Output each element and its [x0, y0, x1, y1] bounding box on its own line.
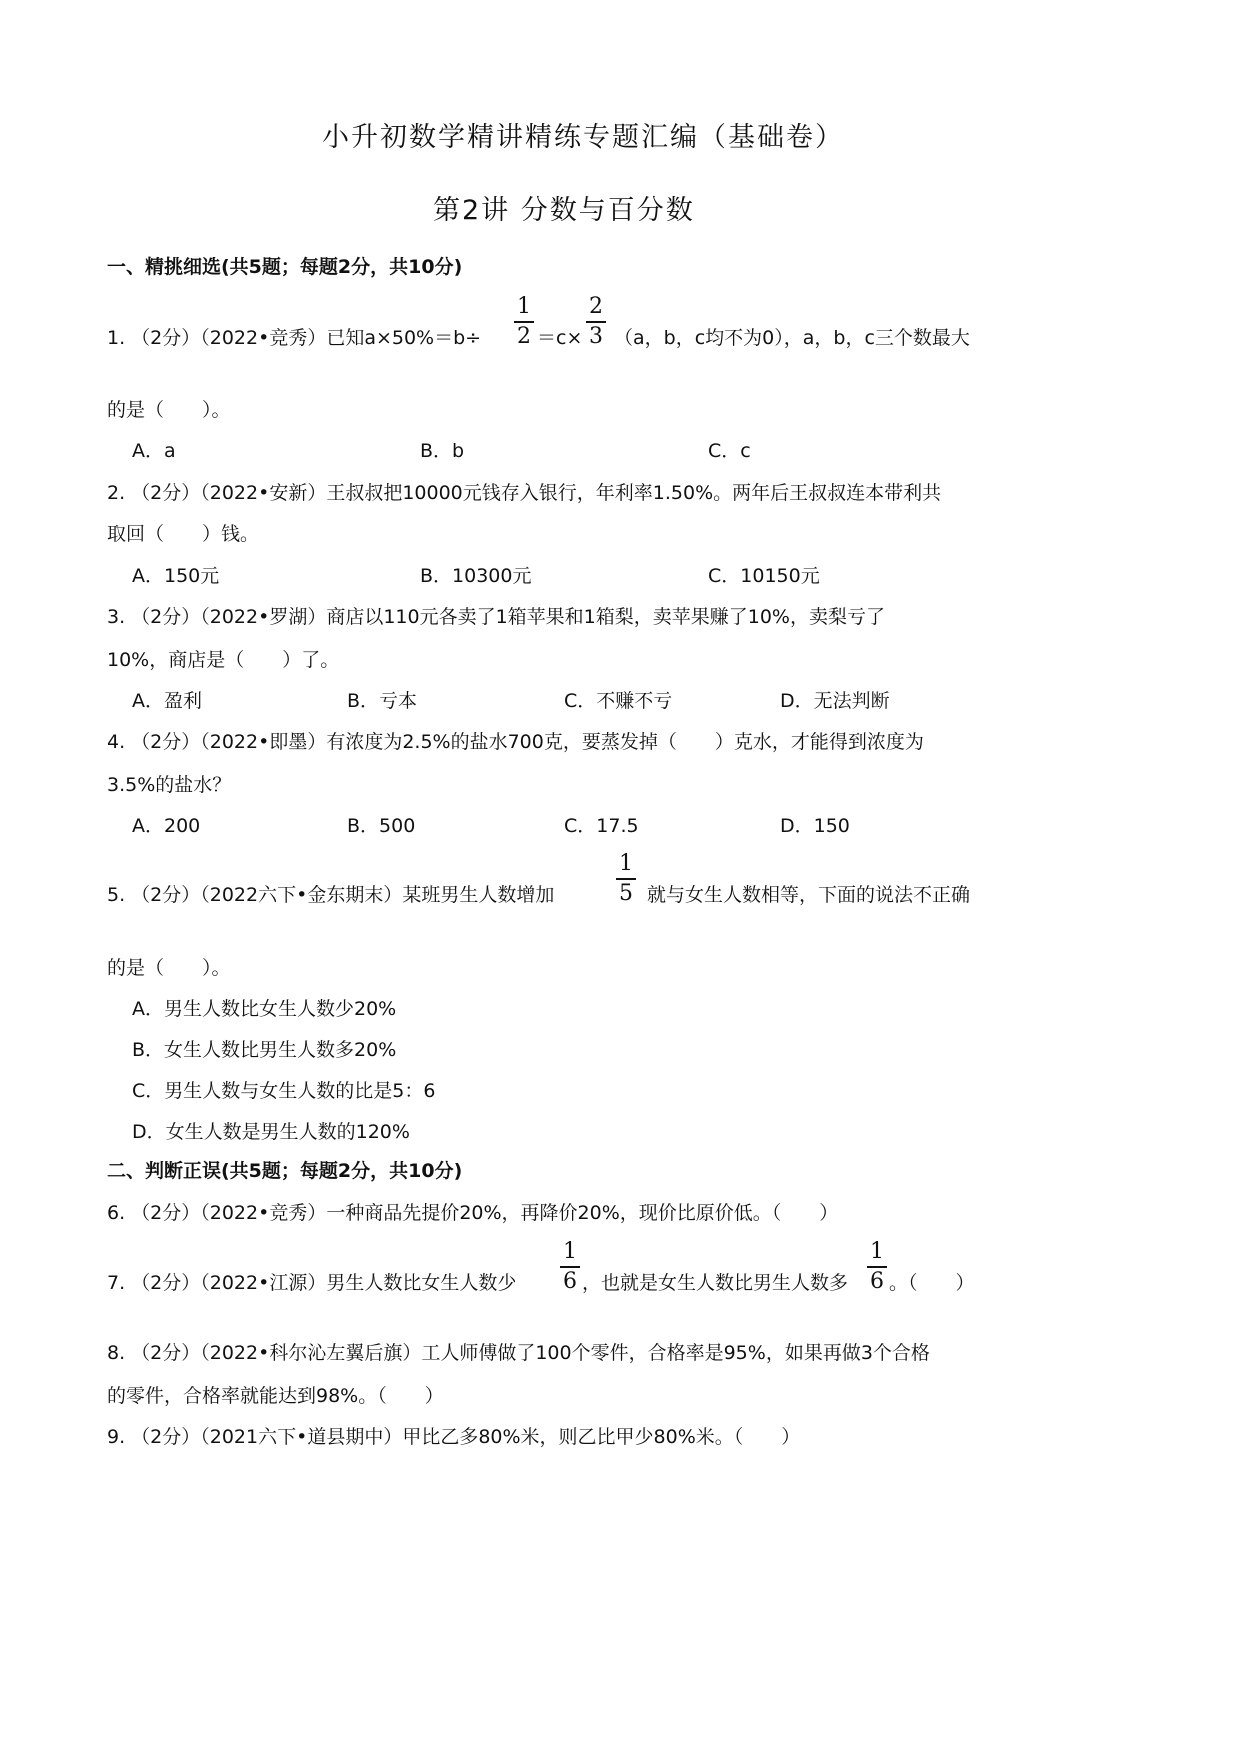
option-b: B．女生人数比男生人数多20%: [132, 1039, 397, 1061]
question-1-text-start: 1. （2分）（2022•竞秀）已知a×50%＝b÷: [107, 327, 482, 349]
question-1-fraction-2: [586, 296, 606, 348]
question-6: 6. （2分）（2022•竞秀）一种商品先提价20%，再降价20%，现价比原价低。（ ）: [107, 1202, 839, 1224]
question-1-text-line2: 的是（ ）。: [107, 399, 231, 421]
fraction-denominator: 2: [517, 323, 531, 349]
fraction-numerator: 2: [589, 294, 603, 319]
question-3-text-line2: 10%，商店是（ ）了。: [107, 649, 340, 671]
question-4-text: 4. （2分）（2022•即墨）有浓度为2.5%的盐水700克，要蒸发掉（ ）克水，才能得到浓度为: [107, 731, 924, 753]
option-c: C．17.5: [564, 815, 639, 837]
question-7-fraction-1: [560, 1241, 580, 1293]
question-5-text-start: 5. （2分）（2022六下•金东期末）某班男生人数增加: [107, 884, 555, 906]
question-2-text-line2: 取回（ ）钱。: [107, 523, 260, 545]
fraction-numerator: 1: [517, 294, 531, 319]
option-b: B．500: [347, 815, 416, 837]
question-4-text-line2: 3.5%的盐水？: [107, 774, 232, 796]
fraction-denominator: 5: [619, 880, 633, 906]
option-c: C．男生人数与女生人数的比是5：6: [132, 1080, 436, 1102]
question-9: 9. （2分）（2021六下•道县期中）甲比乙多80%米，则乙比甲少80%米。（ ）: [107, 1426, 801, 1448]
option-b: B．10300元: [420, 565, 532, 587]
option-b: B．亏本: [347, 690, 418, 712]
fraction-denominator: 3: [589, 323, 603, 349]
question-7-fraction-2: [867, 1241, 887, 1293]
question-5-fraction: [616, 853, 636, 905]
section-heading-true-false: 二、判断正误(共5题；每题2分，共10分): [107, 1160, 463, 1182]
question-5-text-line2: 的是（ ）。: [107, 957, 231, 979]
question-1-text-mid: ＝c×: [537, 327, 583, 349]
option-a: A．盈利: [132, 690, 202, 712]
option-a: A．a: [132, 440, 176, 462]
question-5-text-end: 就与女生人数相等，下面的说法不正确: [647, 884, 971, 906]
question-7-text-mid: ，也就是女生人数比男生人数多: [582, 1272, 849, 1294]
fraction-denominator: 6: [563, 1268, 577, 1294]
question-7-text-start: 7. （2分）（2022•江源）男生人数比女生人数少: [107, 1272, 517, 1294]
question-7-text-end: 。（ ）: [889, 1272, 975, 1294]
question-1-text-end: （a，b，c均不为0），a，b，c三个数最大: [614, 327, 970, 349]
option-d: D．150: [780, 815, 850, 837]
option-a: A．男生人数比女生人数少20%: [132, 998, 397, 1020]
question-2-text: 2. （2分）（2022•安新）王叔叔把10000元钱存入银行，年利率1.50%。两年后王叔叔连本带利共: [107, 482, 942, 504]
option-a: A．150元: [132, 565, 220, 587]
option-b: B．b: [420, 440, 465, 462]
question-3-text: 3. （2分）（2022•罗湖）商店以110元各卖了1箱苹果和1箱梨，卖苹果赚了10%，卖梨亏了: [107, 606, 885, 628]
option-d: D．女生人数是男生人数的120%: [132, 1121, 410, 1143]
question-8-text: 8. （2分）（2022•科尔沁左翼后旗）工人师傅做了100个零件，合格率是95%，如果再做3个合格: [107, 1342, 930, 1364]
question-8-text-line2: 的零件，合格率就能达到98%。（ ）: [107, 1385, 444, 1407]
option-a: A．200: [132, 815, 201, 837]
option-c: C．10150元: [708, 565, 820, 587]
question-1-fraction-1: [514, 296, 534, 348]
lesson-subtitle: 第2讲 分数与百分数: [433, 195, 695, 226]
fraction-numerator: 1: [870, 1239, 884, 1264]
fraction-denominator: 6: [870, 1268, 884, 1294]
option-d: D．无法判断: [780, 690, 890, 712]
document-title: 小升初数学精讲精练专题汇编（基础卷）: [322, 122, 844, 153]
fraction-numerator: 1: [563, 1239, 577, 1264]
option-c: C．c: [708, 440, 751, 462]
option-c: C．不赚不亏: [564, 690, 673, 712]
section-heading-choice: 一、精挑细选(共5题；每题2分，共10分): [107, 256, 463, 278]
fraction-numerator: 1: [619, 851, 633, 876]
